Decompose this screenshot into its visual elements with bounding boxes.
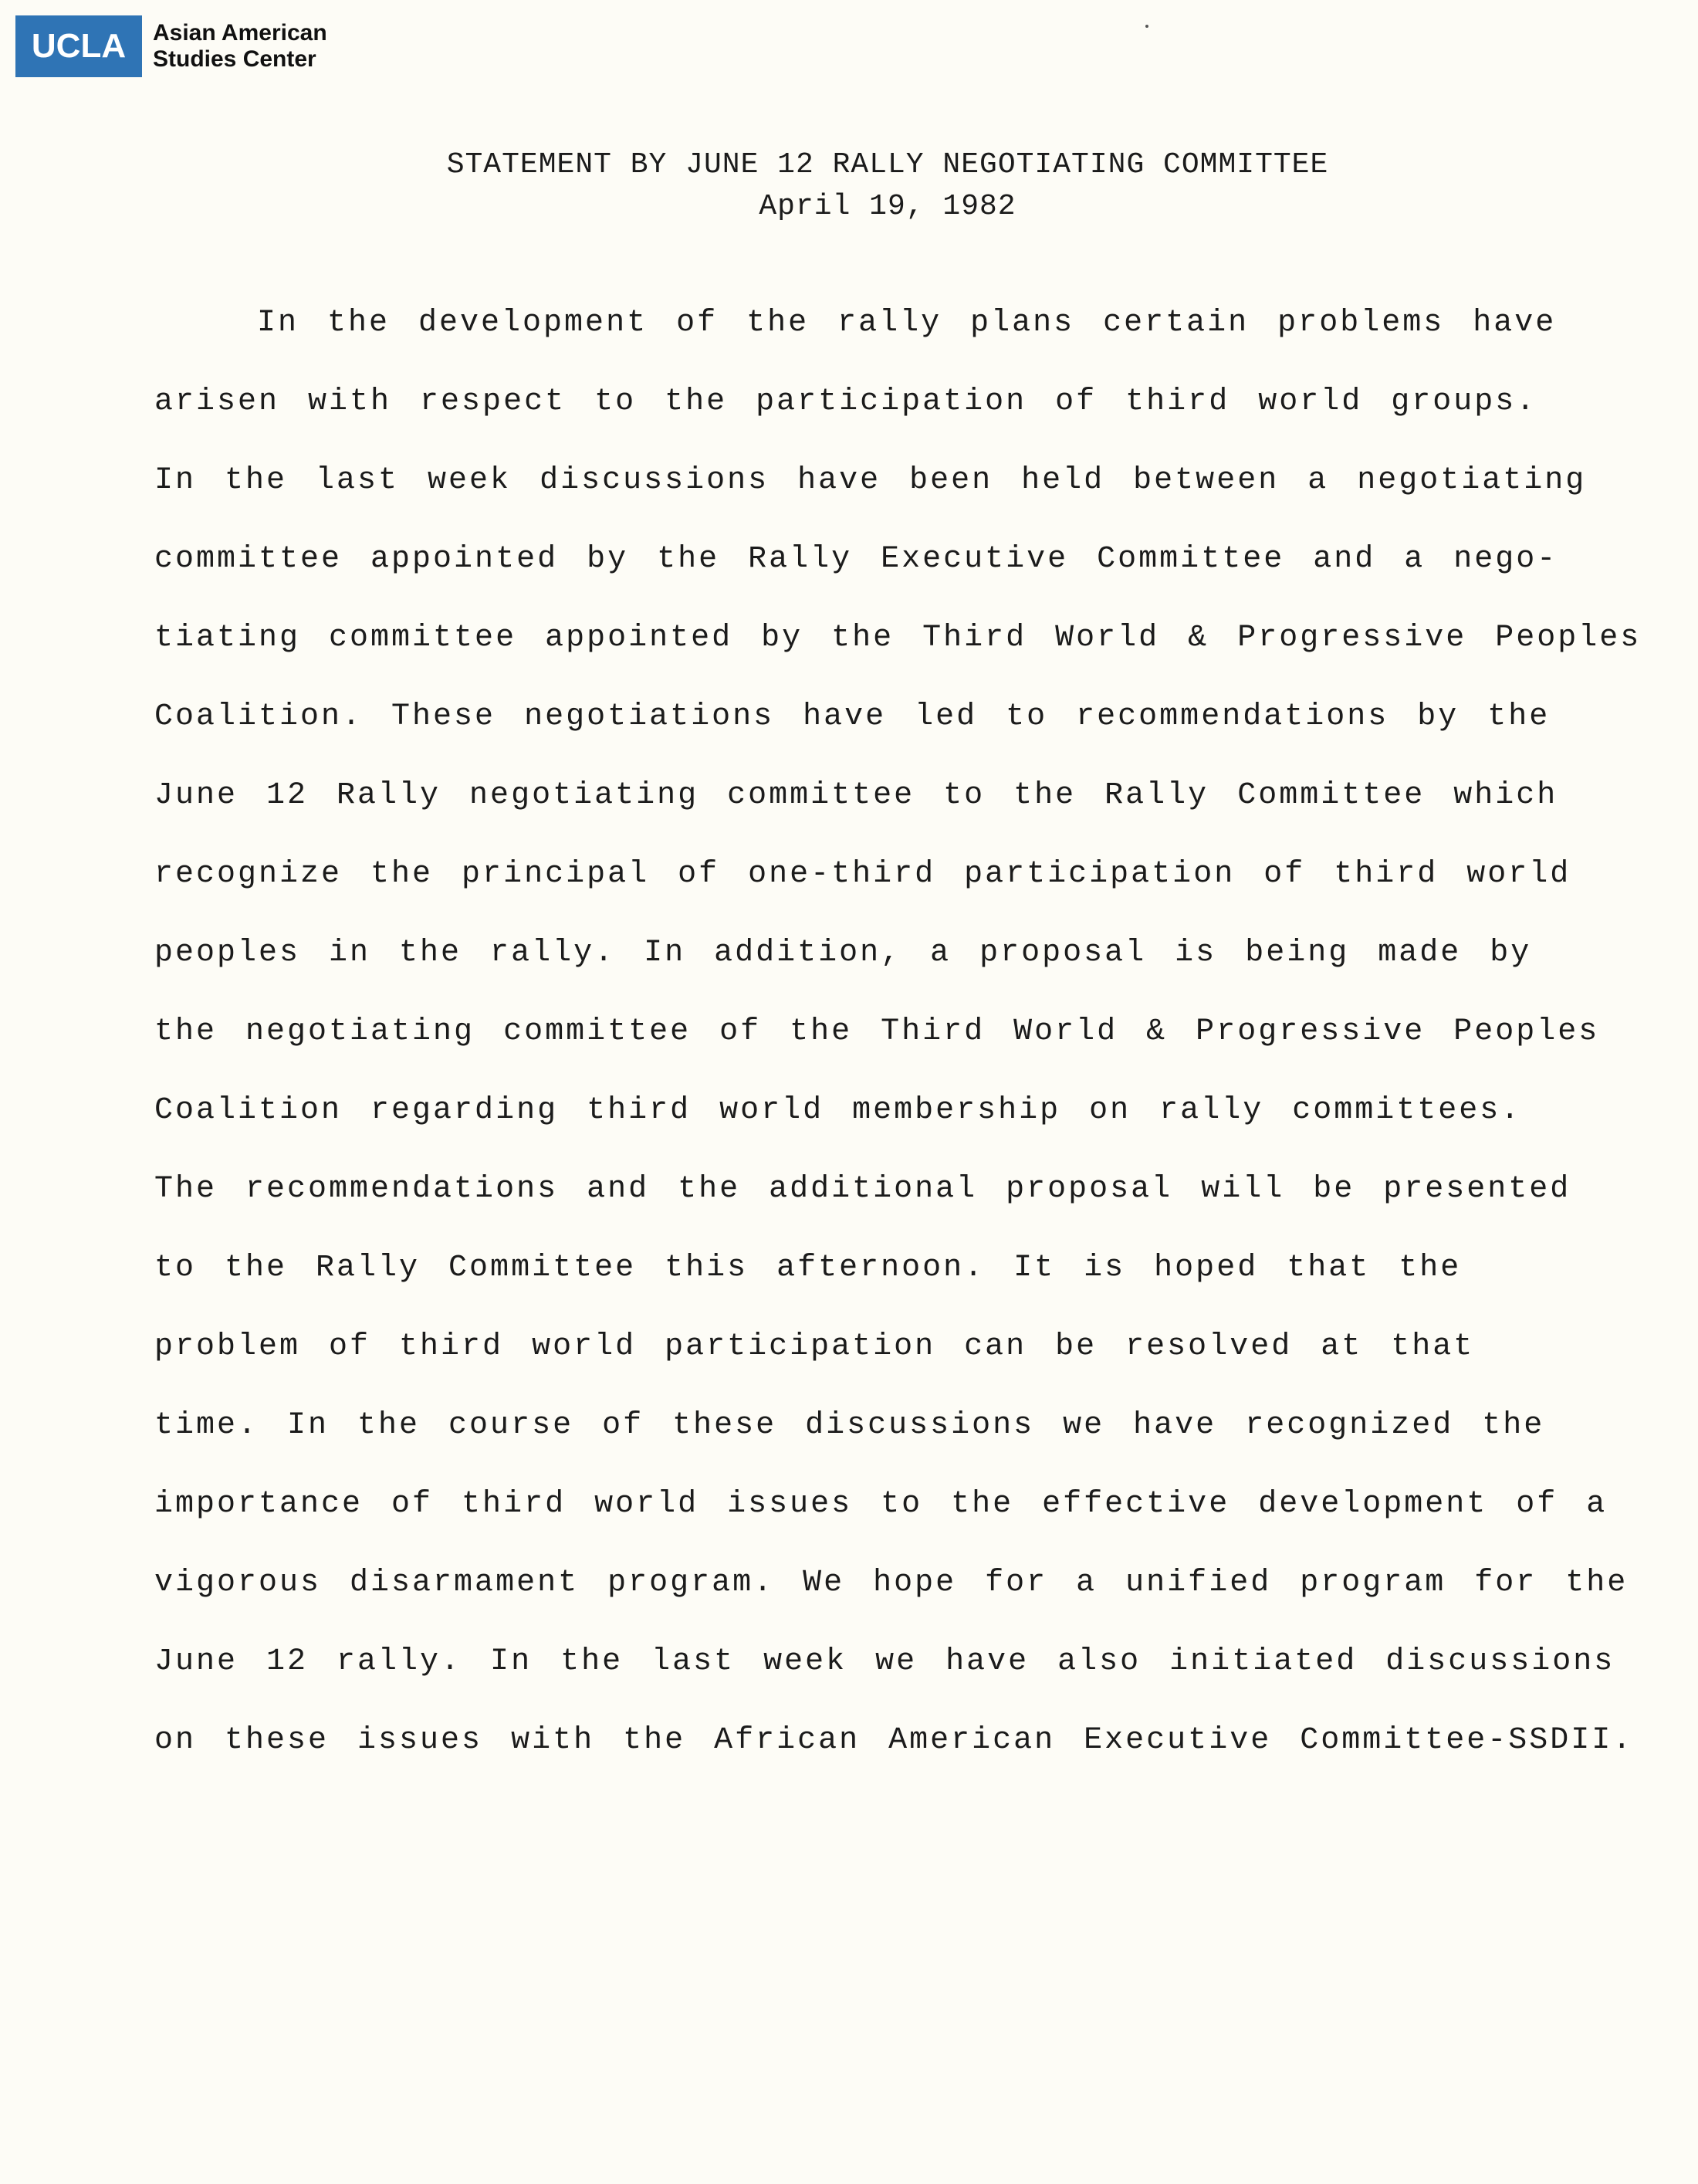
paper-speck <box>1145 25 1148 28</box>
document-title: STATEMENT BY JUNE 12 RALLY NEGOTIATING COMMITTEE <box>446 148 1329 181</box>
paragraph-line: tiating committee appointed by the Third World & Progressive Peoples <box>154 621 1642 655</box>
document-date: April 19, 1982 <box>759 190 1016 223</box>
paragraph-line: recognize the principal of one-third participation of third world <box>154 857 1571 892</box>
center-name-line-1: Asian American <box>153 20 327 46</box>
paragraph-line: committee appointed by the Rally Executive Committee and a nego- <box>154 542 1558 577</box>
paragraph-line: time. In the course of these discussions we have recognized the <box>154 1408 1545 1443</box>
paragraph-line: In the development of the rally plans certain problems have <box>257 306 1557 340</box>
paragraph-line: June 12 Rally negotiating committee to the Rally Committee which <box>154 778 1558 813</box>
paragraph-line: Coalition regarding third world membership on rally committees. <box>154 1093 1522 1128</box>
paragraph-line: importance of third world issues to the effective development of a <box>154 1487 1608 1522</box>
ucla-logo-text: UCLA <box>31 27 127 65</box>
paragraph-line: peoples in the rally. In addition, a proposal is being made by <box>154 936 1532 970</box>
paragraph-line: vigorous disarmament program. We hope for a unified program for the <box>154 1566 1629 1600</box>
paragraph-line: In the last week discussions have been held between a negotiating <box>154 463 1587 498</box>
paragraph-line: The recommendations and the additional proposal will be presented <box>154 1172 1571 1207</box>
paragraph-line: the negotiating committee of the Third World & Progressive Peoples <box>154 1014 1600 1049</box>
paragraph-line: arisen with respect to the participation of third world groups. <box>154 384 1537 419</box>
ucla-aasc-logo <box>15 15 327 77</box>
paragraph-line: June 12 rally. In the last week we have also initiated discussions <box>154 1644 1615 1679</box>
center-name-line-2: Studies Center <box>153 46 316 72</box>
paragraph-line: problem of third world participation can be resolved at that <box>154 1329 1475 1364</box>
paragraph-line: Coalition. These negotiations have led to recommendations by the <box>154 699 1551 734</box>
paragraph-line: to the Rally Committee this afternoon. It is hoped that the <box>154 1251 1462 1285</box>
ucla-logo-mark <box>15 15 142 77</box>
paragraph-line: on these issues with the African American Executive Committee-SSDII. <box>154 1723 1634 1758</box>
center-name <box>153 20 327 73</box>
